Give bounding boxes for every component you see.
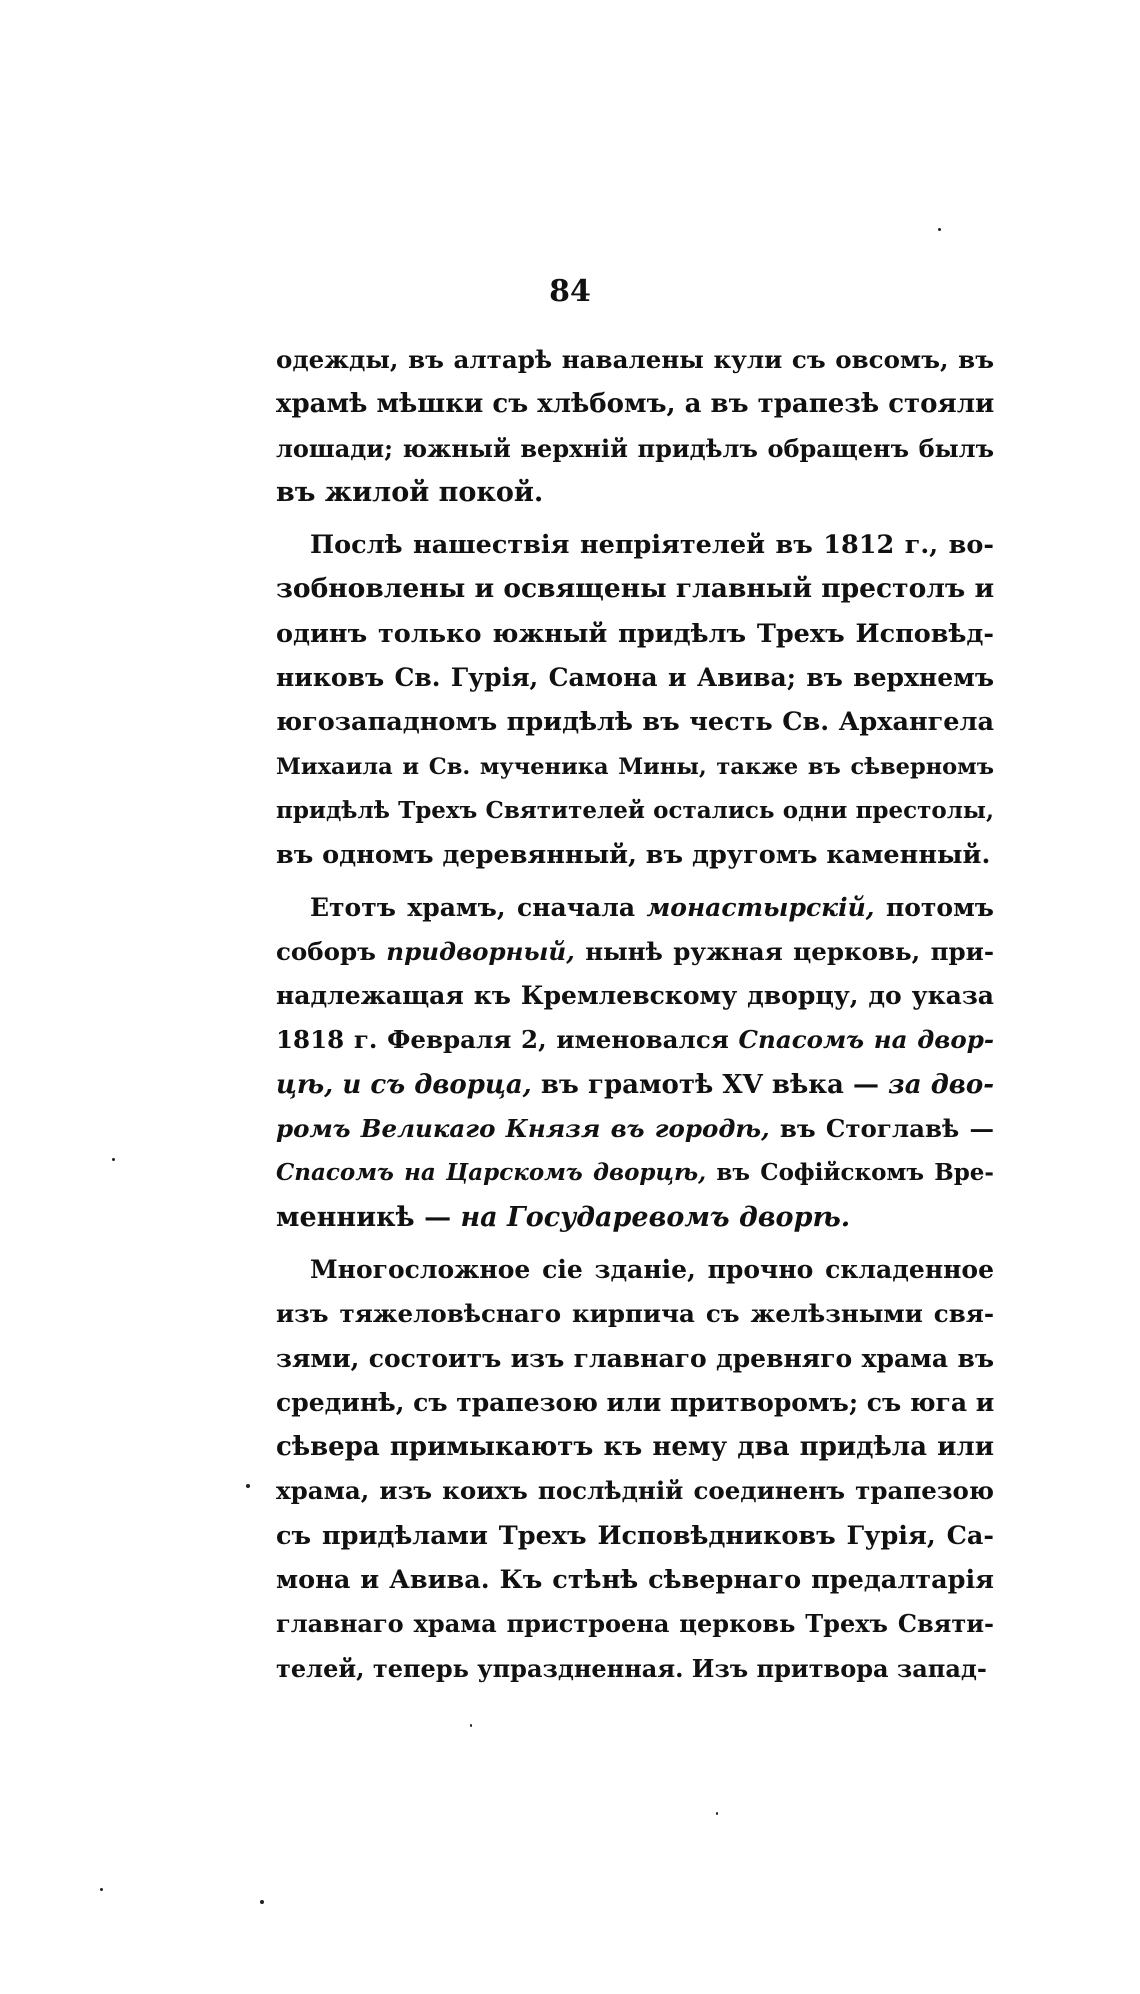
italic-text: Спасомъ на Царскомъ дворцѣ,	[276, 1159, 707, 1187]
text-run: соборъ	[276, 936, 387, 966]
text-run: надлежащая къ Кремлевскому дворцу, до указа	[276, 981, 994, 1011]
text-run: съ придѣлами Трехъ Исповѣдниковъ Гурія, Са-	[276, 1520, 994, 1551]
text-line	[276, 1469, 994, 1513]
italic-text: придворный,	[386, 936, 575, 966]
paragraph	[276, 523, 994, 877]
text-line	[276, 1151, 994, 1195]
scan-speck	[112, 1158, 115, 1161]
text-run: Послѣ нашествія непріятелей въ 1812 г., во-	[310, 530, 994, 561]
text-run: лошади; южный верхній придѣлъ обращенъ былъ	[276, 433, 994, 463]
text-line	[276, 1381, 994, 1425]
italic-text: монастырскій,	[646, 892, 875, 922]
text-line	[276, 567, 994, 611]
text-line	[276, 886, 994, 930]
scan-speck	[100, 1888, 103, 1891]
text-run: нынѣ ружная церковь, при-	[574, 936, 994, 966]
text-line	[276, 1337, 994, 1381]
text-run: зобновлены и освящены главный престолъ и	[276, 573, 995, 605]
text-line	[276, 1602, 994, 1646]
text-run: въ Стоглавѣ —	[769, 1114, 994, 1144]
text-run: изъ тяжеловѣснаго кирпича съ желѣзными свя-	[276, 1299, 994, 1329]
text-line	[276, 789, 994, 833]
text-line	[276, 1018, 994, 1062]
text-line	[276, 656, 994, 700]
text-line	[276, 338, 994, 382]
text-run: одинъ только южный придѣлъ Трехъ Исповѣд-	[276, 618, 994, 649]
text-run: менникѣ —	[276, 1201, 461, 1233]
paragraph	[276, 886, 994, 1240]
text-line	[276, 1196, 994, 1240]
text-run: телей, теперь упраздненная. Изъ притвора запад-	[276, 1653, 987, 1683]
text-run: Многосложное сіе зданіе, прочно складенное	[310, 1254, 994, 1284]
text-run: 1818 г. Февраля 2, именовался	[276, 1025, 739, 1055]
text-line	[276, 427, 994, 471]
text-run: потомъ	[874, 892, 994, 922]
text-run: Етотъ храмъ, сначала	[310, 892, 647, 922]
italic-text: Спасомъ на двор-	[738, 1025, 994, 1055]
body-text	[276, 338, 994, 1699]
text-run: придѣлѣ Трехъ Святителей остались одни престолы,	[276, 796, 994, 824]
text-run: одежды, въ алтарѣ навалены кули съ овсомъ, въ	[276, 345, 994, 374]
text-run: храмѣ мѣшки съ хлѣбомъ, а въ трапезѣ стояли	[276, 389, 995, 420]
text-run: Михаила и Св. мученика Мины, также въ сѣверномъ	[276, 753, 994, 780]
text-run: въ жилой покой.	[276, 476, 544, 508]
italic-text: ромъ Великаго Князя въ городѣ,	[276, 1114, 770, 1144]
text-run: въ грамотѣ XV вѣка —	[531, 1069, 889, 1100]
paragraph	[276, 1248, 994, 1691]
text-run: югозападномъ придѣлѣ въ честь Св. Архангела	[276, 707, 994, 738]
text-line	[276, 612, 994, 656]
text-line	[276, 1425, 994, 1469]
scan-speck	[470, 1724, 472, 1727]
text-line	[276, 974, 994, 1018]
text-run: въ Софійскомъ Вре-	[706, 1159, 994, 1187]
scan-speck	[716, 1812, 718, 1815]
text-run: въ одномъ деревянный, въ другомъ каменный.	[276, 840, 991, 871]
paragraph	[276, 338, 994, 515]
text-line	[276, 1514, 994, 1558]
text-run: главнаго храма пристроена церковь Трехъ Святи-	[276, 1609, 994, 1639]
italic-text: цѣ, и съ дворца,	[276, 1069, 532, 1100]
text-line	[276, 833, 994, 877]
text-run: мона и Авива. Къ стѣнѣ сѣвернаго предалтарія	[276, 1565, 994, 1596]
scan-speck	[246, 1484, 250, 1488]
text-line	[276, 1107, 994, 1151]
text-line	[276, 930, 994, 974]
page-number: 84	[549, 274, 591, 309]
text-line	[276, 382, 994, 426]
text-line	[276, 471, 994, 515]
text-line	[276, 1248, 994, 1292]
text-line	[276, 1647, 994, 1691]
text-line	[276, 1292, 994, 1336]
text-run: срединѣ, съ трапезою или притворомъ; съ юга и	[276, 1387, 995, 1417]
italic-text: за дво-	[888, 1069, 994, 1100]
italic-text: на Государевомъ дворѣ.	[460, 1201, 851, 1233]
text-run: сѣвера примыкаютъ къ нему два придѣла или	[276, 1432, 994, 1463]
scan-speck	[260, 1900, 264, 1904]
scan-speck	[938, 228, 941, 231]
text-run: храма, изъ коихъ послѣдній соединенъ трапезою	[276, 1476, 994, 1506]
text-line	[276, 1063, 994, 1107]
text-line	[276, 523, 994, 567]
text-run: зями, состоитъ изъ главнаго древняго храма въ	[276, 1343, 994, 1373]
text-line	[276, 700, 994, 744]
text-line	[276, 745, 994, 789]
text-line	[276, 1558, 994, 1602]
text-run: никовъ Св. Гурія, Самона и Авива; въ верхнемъ	[276, 663, 994, 693]
